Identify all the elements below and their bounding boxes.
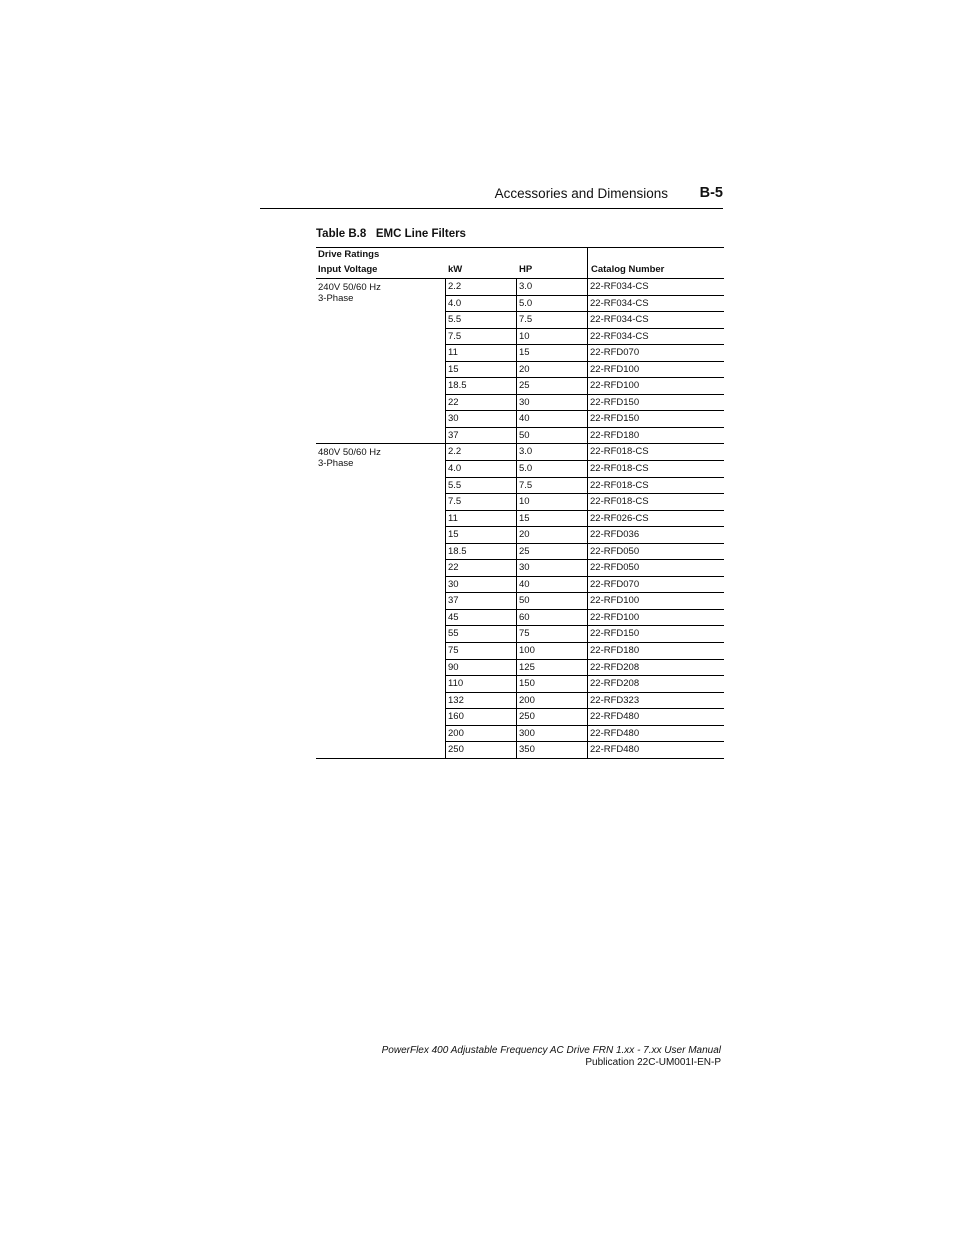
catalog-number-cell: 22-RFD100 <box>587 610 724 626</box>
table-row <box>445 659 724 676</box>
section-title: Accessories and Dimensions <box>494 186 668 201</box>
catalog-number-cell: 22-RFD100 <box>587 593 724 609</box>
kw-cell: 75 <box>445 643 516 659</box>
table-row <box>445 427 724 444</box>
page-footer <box>382 1045 721 1069</box>
kw-cell: 30 <box>445 577 516 593</box>
table-row <box>445 410 724 427</box>
hp-cell: 25 <box>516 378 587 394</box>
kw-cell: 7.5 <box>445 494 516 510</box>
kw-cell: 37 <box>445 593 516 609</box>
catalog-number-cell: 22-RFD100 <box>587 362 724 378</box>
catalog-number-cell: 22-RFD208 <box>587 660 724 676</box>
hp-cell: 5.0 <box>516 461 587 477</box>
hp-cell: 10 <box>516 494 587 510</box>
kw-cell: 18.5 <box>445 378 516 394</box>
col-input-voltage: Input Voltage <box>318 264 378 275</box>
hp-cell: 3.0 <box>516 279 587 295</box>
hp-cell: 200 <box>516 693 587 709</box>
hp-cell: 20 <box>516 362 587 378</box>
hp-cell: 7.5 <box>516 312 587 328</box>
page-number: B-5 <box>699 185 723 201</box>
table-row <box>445 675 724 692</box>
kw-cell: 11 <box>445 511 516 527</box>
phase-label: 3-Phase <box>318 293 354 304</box>
table-row <box>445 311 724 328</box>
manual-title: PowerFlex 400 Adjustable Frequency AC Drive FRN 1.xx - 7.xx User Manual <box>381 1045 721 1056</box>
hp-cell: 30 <box>516 560 587 576</box>
catalog-number-cell: 22-RF018-CS <box>587 444 724 460</box>
kw-cell: 4.0 <box>445 461 516 477</box>
table-row <box>445 725 724 742</box>
kw-cell: 18.5 <box>445 544 516 560</box>
kw-cell: 5.5 <box>445 312 516 328</box>
col-kw: kW <box>448 264 463 275</box>
catalog-number-cell: 22-RF018-CS <box>587 461 724 477</box>
publication-number: Publication 22C-UM001I-EN-P <box>585 1057 721 1068</box>
hp-cell: 15 <box>516 345 587 361</box>
catalog-number-cell: 22-RFD150 <box>587 626 724 642</box>
catalog-number-cell: 22-RFD180 <box>587 643 724 659</box>
hp-cell: 300 <box>516 726 587 742</box>
kw-cell: 22 <box>445 560 516 576</box>
hp-cell: 5.0 <box>516 296 587 312</box>
table-row <box>445 460 724 477</box>
table-row <box>445 559 724 576</box>
kw-cell: 160 <box>445 709 516 725</box>
table-column-header-row <box>316 262 724 279</box>
table-caption: Table B.8 EMC Line Filters <box>316 228 466 240</box>
hp-cell: 50 <box>516 593 587 609</box>
table-row <box>445 477 724 494</box>
kw-cell: 37 <box>445 428 516 444</box>
kw-cell: 22 <box>445 395 516 411</box>
catalog-number-cell: 22-RFD070 <box>587 345 724 361</box>
table-row <box>445 708 724 725</box>
hp-cell: 10 <box>516 329 587 345</box>
catalog-number-cell: 22-RFD036 <box>587 527 724 543</box>
catalog-number-cell: 22-RF034-CS <box>587 296 724 312</box>
table-row <box>445 279 724 295</box>
drive-ratings-rule <box>316 247 587 248</box>
hp-cell: 40 <box>516 577 587 593</box>
table-row <box>445 444 724 460</box>
hp-cell: 250 <box>516 709 587 725</box>
table-row <box>445 344 724 361</box>
running-header <box>260 185 723 207</box>
hp-cell: 25 <box>516 544 587 560</box>
catalog-number-cell: 22-RF026-CS <box>587 511 724 527</box>
hp-cell: 60 <box>516 610 587 626</box>
hp-cell: 125 <box>516 660 587 676</box>
catalog-number-cell: 22-RFD480 <box>587 726 724 742</box>
voltage-rating: 240V 50/60 Hz <box>318 282 381 293</box>
input-voltage-cell <box>316 279 445 443</box>
table-row <box>445 493 724 510</box>
hp-cell: 3.0 <box>516 444 587 460</box>
hp-cell: 15 <box>516 511 587 527</box>
kw-cell: 90 <box>445 660 516 676</box>
kw-cell: 5.5 <box>445 478 516 494</box>
voltage-group <box>316 279 724 444</box>
hp-cell: 30 <box>516 395 587 411</box>
kw-cell: 15 <box>445 362 516 378</box>
catalog-top-rule <box>587 247 724 248</box>
kw-cell: 30 <box>445 411 516 427</box>
table-row <box>445 295 724 312</box>
header-rule <box>260 208 723 209</box>
hp-cell: 50 <box>516 428 587 444</box>
kw-cell: 132 <box>445 693 516 709</box>
catalog-number-cell: 22-RFD100 <box>587 378 724 394</box>
hp-cell: 150 <box>516 676 587 692</box>
voltage-group <box>316 444 724 758</box>
col-hp: HP <box>519 264 533 275</box>
kw-cell: 250 <box>445 742 516 758</box>
catalog-number-cell: 22-RF034-CS <box>587 329 724 345</box>
hp-cell: 75 <box>516 626 587 642</box>
catalog-number-cell: 22-RFD323 <box>587 693 724 709</box>
hp-cell: 100 <box>516 643 587 659</box>
table-row <box>445 741 724 758</box>
col-catalog-number: Catalog Number <box>591 264 665 275</box>
table-row <box>445 328 724 345</box>
input-voltage-cell <box>316 444 445 757</box>
kw-cell: 55 <box>445 626 516 642</box>
kw-cell: 110 <box>445 676 516 692</box>
kw-cell: 2.2 <box>445 279 516 295</box>
kw-cell: 200 <box>445 726 516 742</box>
catalog-number-cell: 22-RFD480 <box>587 709 724 725</box>
table-row <box>445 692 724 709</box>
table-group-header-row <box>316 247 724 262</box>
hp-cell: 40 <box>516 411 587 427</box>
catalog-number-cell: 22-RFD050 <box>587 544 724 560</box>
catalog-number-cell: 22-RFD480 <box>587 742 724 758</box>
table-row <box>445 642 724 659</box>
table-body <box>316 279 724 759</box>
voltage-rating: 480V 50/60 Hz <box>318 447 381 459</box>
table-row <box>445 510 724 527</box>
table-row <box>445 543 724 560</box>
hp-cell: 350 <box>516 742 587 758</box>
emc-line-filters-table <box>316 247 724 759</box>
catalog-number-cell: 22-RF034-CS <box>587 279 724 295</box>
catalog-number-cell: 22-RF018-CS <box>587 478 724 494</box>
catalog-number-cell: 22-RFD070 <box>587 577 724 593</box>
table-row <box>445 361 724 378</box>
hp-cell: 20 <box>516 527 587 543</box>
kw-cell: 2.2 <box>445 444 516 460</box>
catalog-number-cell: 22-RFD208 <box>587 676 724 692</box>
table-row <box>445 592 724 609</box>
table-row <box>445 625 724 642</box>
table-row <box>445 576 724 593</box>
header-divider <box>587 247 588 278</box>
catalog-number-cell: 22-RF034-CS <box>587 312 724 328</box>
phase-label: 3-Phase <box>318 458 354 470</box>
kw-cell: 11 <box>445 345 516 361</box>
drive-ratings-label: Drive Ratings <box>318 249 380 260</box>
table-row <box>445 377 724 394</box>
table-row <box>445 394 724 411</box>
catalog-number-cell: 22-RF018-CS <box>587 494 724 510</box>
catalog-number-cell: 22-RFD150 <box>587 411 724 427</box>
table-row <box>445 526 724 543</box>
catalog-number-cell: 22-RFD050 <box>587 560 724 576</box>
table-row <box>445 609 724 626</box>
kw-cell: 7.5 <box>445 329 516 345</box>
kw-cell: 4.0 <box>445 296 516 312</box>
kw-cell: 45 <box>445 610 516 626</box>
catalog-number-cell: 22-RFD180 <box>587 428 724 444</box>
catalog-number-cell: 22-RFD150 <box>587 395 724 411</box>
hp-cell: 7.5 <box>516 478 587 494</box>
kw-cell: 15 <box>445 527 516 543</box>
